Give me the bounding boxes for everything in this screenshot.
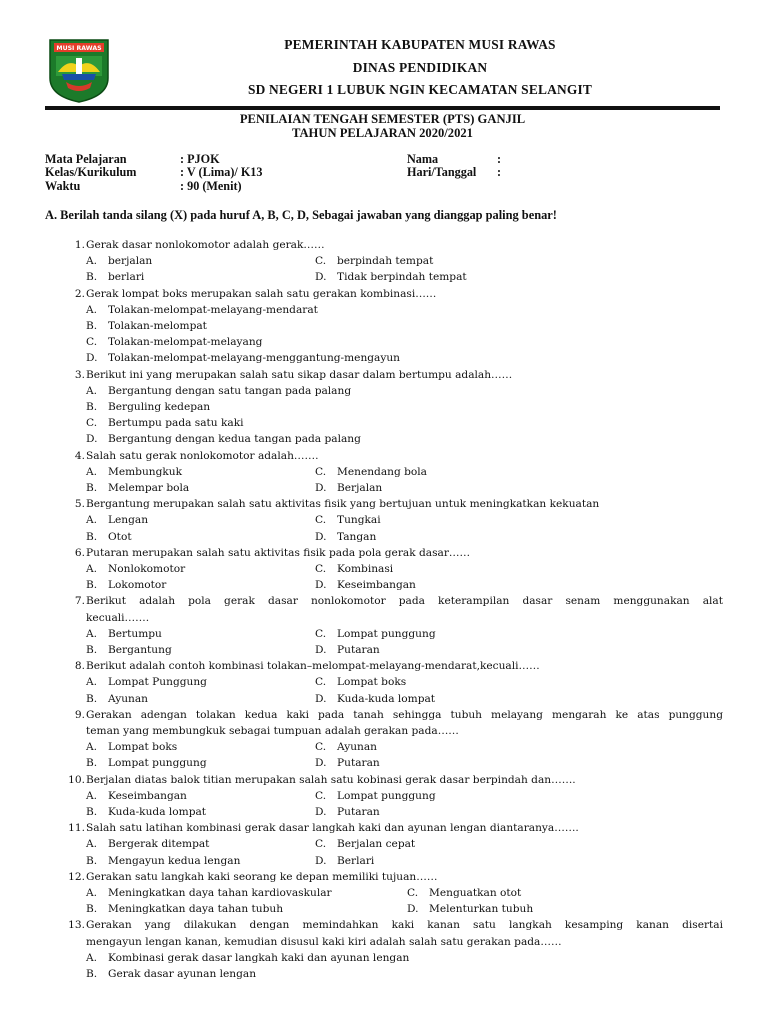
government-name: PEMERINTAH KABUPATEN MUSI RAWAS: [284, 37, 556, 52]
date-label: Hari/Tanggal: [407, 165, 477, 180]
option-text[interactable]: Meningkatkan daya tahan tubuh: [108, 903, 284, 916]
exam-title: PENILAIAN TENGAH SEMESTER (PTS) GANJIL: [239, 112, 526, 126]
option-text[interactable]: Berguling kedepan: [108, 400, 211, 413]
option-text[interactable]: Bergantung dengan satu tangan pada palang: [108, 384, 352, 397]
option-text[interactable]: Kuda-kuda lompat: [337, 692, 436, 705]
question-11: [45, 820, 725, 869]
question-number: 3.: [74, 368, 85, 381]
option-text[interactable]: Bertumpu pada satu kaki: [108, 417, 244, 430]
header-divider: [45, 106, 720, 110]
option-text[interactable]: Berjalan cepat: [337, 838, 416, 851]
department-name: DINAS PENDIDIKAN: [352, 59, 488, 75]
option-letter[interactable]: C.: [315, 562, 327, 575]
letterhead: [120, 34, 720, 102]
option-letter[interactable]: A.: [86, 384, 98, 397]
option-text[interactable]: Melenturkan tubuh: [429, 903, 534, 916]
option-letter[interactable]: D.: [315, 854, 327, 867]
option-letter[interactable]: B.: [86, 805, 98, 818]
question-4: [45, 448, 725, 497]
question-text: Berikut ini yang merupakan salah satu sikap dasar dalam bertumpu adalah……: [86, 368, 513, 381]
option-letter[interactable]: D.: [86, 352, 98, 365]
option-letter[interactable]: C.: [86, 336, 98, 349]
question-number: 10.: [68, 773, 85, 786]
option-text[interactable]: Lompat boks: [108, 741, 178, 754]
option-letter[interactable]: D.: [315, 271, 327, 284]
question-13: [45, 917, 725, 982]
option-text[interactable]: Tolakan-melompat-melayang-menggantung-mengayun: [108, 352, 400, 365]
question-text: Gerak dasar nonlokomotor adalah gerak……: [86, 239, 325, 251]
time-value: : 90 (Menit): [180, 178, 242, 193]
option-letter[interactable]: D.: [86, 433, 98, 446]
option-letter[interactable]: B.: [86, 903, 98, 916]
option-text[interactable]: Meningkatkan daya tahan kardiovaskular: [108, 886, 332, 899]
option-letter[interactable]: B.: [86, 271, 98, 284]
option-letter[interactable]: A.: [86, 303, 98, 316]
option-letter[interactable]: B.: [86, 757, 98, 770]
option-text[interactable]: Menguatkan otot: [429, 886, 522, 899]
option-letter[interactable]: C.: [407, 886, 419, 899]
option-letter[interactable]: A.: [86, 741, 98, 754]
option-text[interactable]: Melempar bola: [108, 481, 190, 494]
exam-title-block: [45, 112, 720, 140]
option-letter[interactable]: C.: [315, 465, 327, 478]
option-letter[interactable]: C.: [315, 741, 327, 754]
option-text[interactable]: Putaran: [337, 805, 380, 818]
option-text[interactable]: Tungkai: [337, 514, 381, 527]
question-text: kecuali…….: [86, 611, 150, 624]
question-number: 5.: [74, 498, 85, 511]
question-number: 9.: [74, 708, 85, 721]
question-8: [45, 658, 725, 707]
question-text: Berikut adalah contoh kombinasi tolakan–melompat-melayang-mendarat,kecuali……: [86, 660, 540, 673]
option-text[interactable]: Bergerak ditempat: [108, 838, 210, 851]
option-letter[interactable]: C.: [315, 838, 327, 851]
question-number: 1.: [74, 239, 85, 251]
question-text: Gerakan satu langkah kaki seorang ke depan memiliki tujuan……: [86, 870, 438, 883]
option-text[interactable]: Otot: [108, 530, 132, 543]
question-number: 13.: [68, 919, 85, 932]
option-letter[interactable]: A.: [86, 465, 98, 478]
option-text[interactable]: Ayunan: [337, 741, 377, 754]
question-text: Bergantung merupakan salah satu aktivitas fisik yang bertujuan untuk meningkatkan kekuatan: [86, 498, 600, 511]
option-letter[interactable]: C.: [315, 789, 327, 802]
option-text[interactable]: Berjalan: [337, 481, 383, 494]
option-letter[interactable]: C.: [315, 255, 327, 268]
exam-info-right: [407, 153, 707, 180]
option-letter[interactable]: D.: [315, 530, 327, 543]
question-text: Gerakan adengan tolakan kedua kaki pada tanah sehingga tubuh melayang mengarah ke atas punggung: [86, 708, 723, 721]
option-text[interactable]: Kombinasi gerak dasar langkah kaki dan ayunan lengan: [108, 951, 410, 964]
option-text[interactable]: Membungkuk: [108, 465, 183, 478]
option-text[interactable]: Bertumpu: [108, 627, 162, 640]
option-text[interactable]: Berlari: [337, 854, 375, 867]
question-6: [45, 545, 725, 594]
school-name: SD NEGERI 1 LUBUK NGIN KECAMATAN SELANGIT: [247, 82, 592, 97]
option-text[interactable]: Ayunan: [108, 692, 148, 705]
question-number: 4.: [74, 449, 85, 462]
date-field[interactable]: :: [497, 165, 502, 180]
question-text: Berjalan diatas balok titian merupakan salah satu kobinasi gerak dasar berpindah dan…….: [86, 773, 576, 786]
exam-info-left: [45, 153, 375, 193]
name-label: Nama: [407, 152, 439, 166]
option-text[interactable]: Bergantung: [108, 643, 172, 656]
question-text: Berikut adalah pola gerak dasar nonlokomotor pada keterampilan dasar senam menggunakan alat: [86, 595, 723, 608]
question-number: 7.: [74, 595, 85, 608]
option-letter[interactable]: B.: [86, 319, 98, 332]
option-text[interactable]: Tolakan-melompat-melayang: [108, 336, 263, 349]
question-text: Salah satu latihan kombinasi gerak dasar langkah kaki dan ayunan lengan diantaranya…….: [86, 822, 579, 835]
option-text[interactable]: Tolakan-melompat-melayang-mendarat: [108, 303, 318, 316]
option-letter[interactable]: D.: [315, 481, 327, 494]
option-text[interactable]: Tangan: [337, 530, 377, 543]
question-text: mengayun lengan kanan, kemudian disusul kaki kiri adalah salah satu gerakan pada……: [86, 935, 562, 948]
option-text[interactable]: Nonlokomotor: [108, 562, 186, 575]
option-letter[interactable]: A.: [86, 255, 98, 268]
option-text[interactable]: Menendang bola: [337, 465, 427, 478]
option-text[interactable]: Gerak dasar ayunan lengan: [108, 967, 257, 980]
option-letter[interactable]: B.: [86, 481, 98, 494]
option-letter[interactable]: C.: [315, 627, 327, 640]
question-number: 2.: [74, 287, 85, 300]
subject-value: : PJOK: [180, 152, 220, 166]
logo-lettering: MUSI RAWAS: [56, 45, 102, 52]
option-letter[interactable]: B.: [86, 643, 98, 656]
time-label: Waktu: [45, 178, 81, 193]
option-text[interactable]: Putaran: [337, 643, 380, 656]
question-3: [45, 367, 725, 448]
option-letter[interactable]: A.: [86, 627, 98, 640]
option-text[interactable]: Putaran: [337, 757, 380, 770]
option-letter[interactable]: B.: [86, 400, 98, 413]
subject-label: Mata Pelajaran: [45, 152, 127, 166]
option-text[interactable]: Tidak berpindah tempat: [337, 271, 467, 284]
option-text[interactable]: Bergantung dengan kedua tangan pada palang: [108, 433, 361, 446]
class-label: Kelas/Kurikulum: [45, 165, 137, 180]
option-text[interactable]: Lompat punggung: [108, 757, 207, 770]
option-text[interactable]: berjalan: [108, 255, 153, 268]
option-letter[interactable]: D.: [315, 643, 327, 656]
question-text: teman yang membungkuk sebagai tumpuan adalah gerakan pada……: [86, 724, 459, 737]
option-text[interactable]: Tolakan-melompat: [108, 319, 207, 332]
option-letter[interactable]: D.: [407, 903, 419, 916]
option-letter[interactable]: D.: [315, 757, 327, 770]
option-letter[interactable]: B.: [86, 579, 98, 592]
question-number: 12.: [68, 870, 85, 883]
question-10: [45, 772, 725, 821]
option-letter[interactable]: D.: [315, 579, 327, 592]
option-letter[interactable]: A.: [86, 886, 98, 899]
option-letter[interactable]: B.: [86, 692, 98, 705]
option-text[interactable]: Lengan: [108, 514, 149, 527]
question-9: [45, 707, 725, 772]
option-letter[interactable]: C.: [315, 514, 327, 527]
question-number: 6.: [74, 546, 85, 559]
option-letter[interactable]: C.: [86, 417, 98, 430]
school-year: TAHUN PELAJARAN 2020/2021: [292, 126, 473, 140]
option-letter[interactable]: A.: [86, 676, 98, 689]
name-field[interactable]: :: [497, 152, 502, 166]
option-text[interactable]: Keseimbangan: [108, 789, 187, 802]
option-text[interactable]: Keseimbangan: [337, 579, 416, 592]
question-2: [45, 286, 725, 367]
option-text[interactable]: Lompat punggung: [337, 789, 436, 802]
regency-logo: [48, 38, 110, 104]
option-text[interactable]: Kuda-kuda lompat: [108, 805, 207, 818]
option-text[interactable]: Lokomotor: [108, 579, 167, 592]
option-text[interactable]: berlari: [108, 271, 145, 284]
option-letter[interactable]: A.: [86, 562, 98, 575]
class-value: : V (Lima)/ K13: [180, 165, 263, 180]
option-text[interactable]: berpindah tempat: [337, 255, 434, 268]
question-7: [45, 593, 725, 658]
option-letter[interactable]: B.: [86, 967, 98, 980]
question-number: 8.: [74, 660, 85, 673]
option-letter[interactable]: A.: [86, 789, 98, 802]
option-letter[interactable]: C.: [315, 676, 327, 689]
question-text: Gerakan yang dilakukan dengan memindahkan kaki kanan satu langkah kesamping kanan disertai: [86, 919, 723, 932]
option-text[interactable]: Lompat boks: [337, 676, 407, 689]
question-1: [45, 237, 725, 286]
option-letter[interactable]: B.: [86, 854, 98, 867]
option-text[interactable]: Lompat punggung: [337, 627, 436, 640]
question-number: 11.: [68, 822, 85, 835]
question-text: Putaran merupakan salah satu aktivitas fisik pada pola gerak dasar……: [86, 546, 471, 559]
question-12: [45, 869, 725, 918]
question-text: Gerak lompat boks merupakan salah satu gerakan kombinasi……: [86, 287, 437, 300]
question-5: [45, 496, 725, 545]
option-letter[interactable]: A.: [86, 838, 98, 851]
option-letter[interactable]: D.: [315, 805, 327, 818]
instruction: A. Berilah tanda silang (X) pada huruf A, B, C, D, Sebagai jawaban yang dianggap paling benar!: [45, 208, 557, 222]
question-text: Salah satu gerak nonlokomotor adalah…….: [86, 449, 319, 462]
option-letter[interactable]: A.: [86, 514, 98, 527]
option-text[interactable]: Kombinasi: [337, 562, 394, 575]
option-letter[interactable]: D.: [315, 692, 327, 705]
option-letter[interactable]: B.: [86, 530, 98, 543]
option-text[interactable]: Mengayun kedua lengan: [108, 854, 241, 867]
option-letter[interactable]: A.: [86, 951, 98, 964]
option-text[interactable]: Lompat Punggung: [108, 676, 207, 689]
